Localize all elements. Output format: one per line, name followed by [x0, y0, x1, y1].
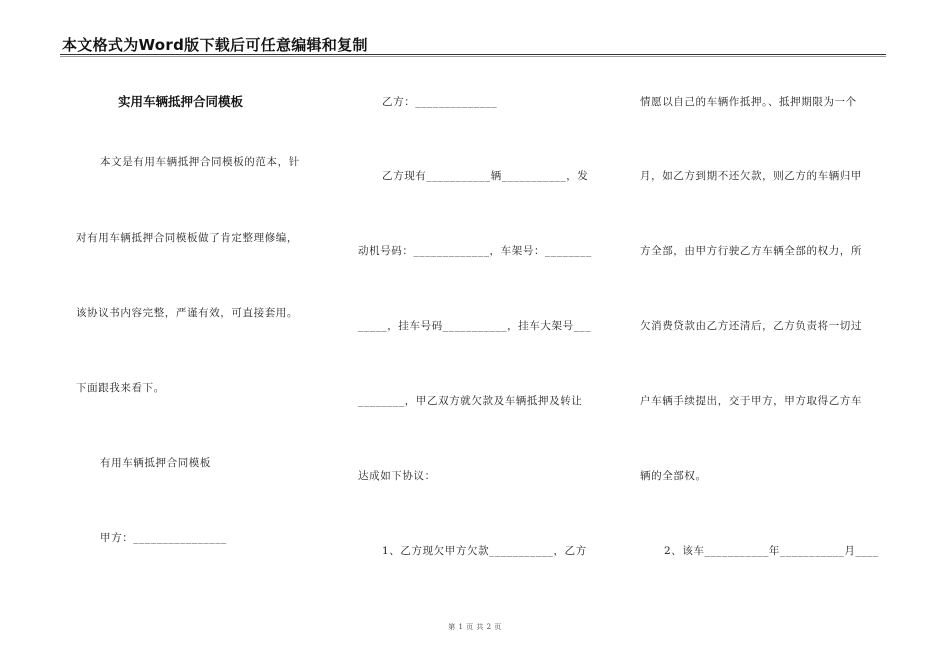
document-title: 实用车辆抵押合同模板: [118, 94, 244, 109]
paragraph-line: 户车辆手续提出，交于甲方，甲方取得乙方车: [640, 395, 862, 407]
header-divider-secondary: [60, 56, 886, 57]
paragraph-line: 下面跟我来看下。: [76, 382, 165, 394]
paragraph-line: 情愿以自己的车辆作抵押。、抵押期限为一个: [640, 96, 857, 108]
paragraph-line: 本文是有用车辆抵押合同模板的范本，针: [100, 156, 300, 168]
paragraph-line: _____，挂车号码___________，挂车大架号___: [358, 320, 592, 332]
page-number: 第 1 页 共 2 页: [448, 623, 502, 631]
header-divider: [60, 54, 886, 55]
paragraph-line: ________，甲乙双方就欠款及车辆抵押及转让: [358, 395, 583, 407]
paragraph-line: 达成如下协议：: [358, 470, 436, 482]
paragraph-line: 辆的全部权。: [640, 470, 707, 482]
section-heading: 有用车辆抵押合同模板: [100, 457, 211, 469]
paragraph-line: 该协议书内容完整，严谨有效，可直接套用。: [76, 307, 298, 319]
party-a-line: 甲方：________________: [100, 532, 227, 544]
paragraph-line: 方全部，由甲方行驶乙方车辆全部的权力，所: [640, 245, 862, 257]
paragraph-line: 乙方现有___________辆___________，发: [382, 170, 589, 182]
paragraph-line: 欠消费贷款由乙方还清后，乙方负责将一切过: [640, 320, 862, 332]
paragraph-line: 月，如乙方到期不还欠款，则乙方的车辆归甲: [640, 170, 862, 182]
clause-1-line: 1、乙方现欠甲方欠款___________，乙方: [382, 545, 587, 557]
clause-2-line: 2、该车___________年___________月____: [664, 545, 879, 557]
paragraph-line: 对有用车辆抵押合同模板做了肯定整理修编，: [76, 232, 298, 244]
party-b-line: 乙方：______________: [382, 96, 498, 108]
header-title: 本文格式为Word版下载后可任意编辑和复制: [62, 36, 368, 54]
paragraph-line: 动机号码：_____________，车架号：________: [358, 245, 592, 257]
